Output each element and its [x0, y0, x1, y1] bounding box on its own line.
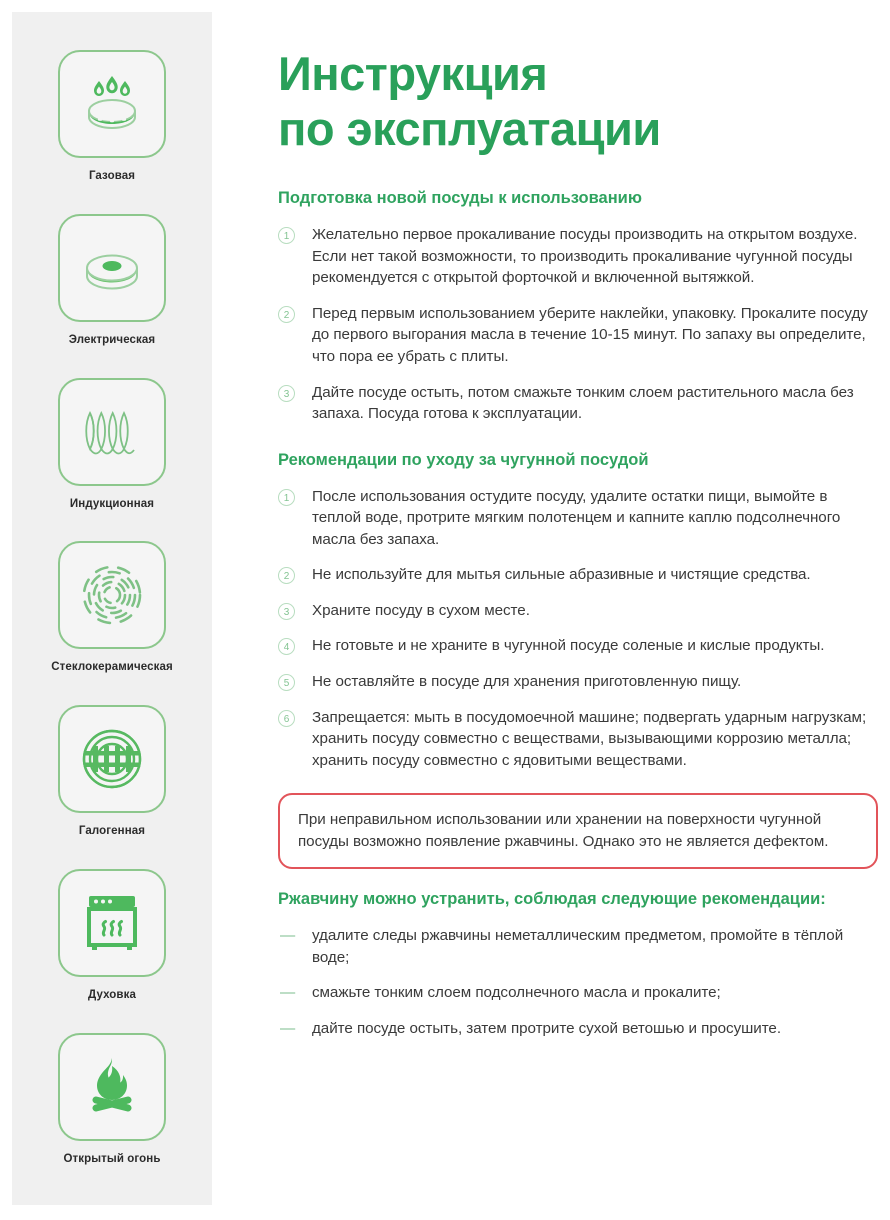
glass-ceramic-spiral-icon-box — [58, 541, 166, 649]
list-item-text: Перед первым использованием уберите наклейки, упаковку. Прокалите посуду до первого выгорания масла в течение 10-15 минут. По запаху вы определите, что пора ее убрать с плиты. — [312, 304, 868, 366]
induction-coils-icon-box — [58, 378, 166, 486]
sidebar-item-label: Галогенная — [78, 825, 146, 838]
rust-removal-list — [278, 925, 878, 1039]
list-item — [278, 982, 878, 1004]
section-heading-preparation: Подготовка новой посуды к использованию — [278, 189, 642, 208]
list-number-badge: 1 — [278, 489, 295, 506]
list-item — [278, 564, 878, 586]
preparation-list — [278, 224, 878, 425]
electric-hob-icon-box — [58, 214, 166, 322]
page-title-line2: по эксплуатации — [278, 102, 661, 156]
list-number-badge: 3 — [278, 385, 295, 402]
sidebar-item-oven[interactable] — [12, 869, 212, 1003]
gas-burner-icon — [75, 67, 149, 141]
list-item-text: Желательно первое прокаливание посуды производить на открытом воздухе. Если нет такой возможности, то производить прокаливание чугунной посуды рекомендуется с открытой форточкой и включенной вытяжкой. — [312, 226, 858, 287]
list-item — [278, 1018, 878, 1040]
list-number-badge: 6 — [278, 710, 295, 727]
sidebar-item-glass-ceramic[interactable] — [12, 541, 212, 675]
list-item — [278, 382, 878, 425]
sidebar-item-label: Газовая — [88, 170, 136, 182]
sidebar-item-label: Электрическая — [68, 333, 156, 346]
list-number-badge: 3 — [278, 603, 295, 620]
list-number-badge: 2 — [278, 306, 295, 323]
sidebar-item-electric[interactable] — [12, 214, 212, 348]
list-item — [278, 707, 878, 772]
list-item — [278, 486, 878, 551]
sidebar-item-halogen[interactable] — [12, 705, 212, 839]
section-heading-rust-removal: Ржавчину можно устранить, соблюдая следующие рекомендации: — [278, 890, 826, 909]
list-item-text: смажьте тонким слоем подсолнечного масла и прокалите; — [312, 984, 721, 1002]
list-number-badge: 1 — [278, 227, 295, 244]
list-item-text: дайте посуде остыть, затем протрите сухой ветошью и просушите. — [312, 1019, 782, 1037]
gas-burner-icon-box — [58, 50, 166, 158]
page-title — [278, 46, 878, 157]
induction-coils-icon — [75, 395, 149, 469]
campfire-icon — [75, 1050, 149, 1124]
glass-ceramic-spiral-icon — [75, 558, 149, 632]
list-item-text: Не оставляйте в посуде для хранения приготовленную пищу. — [312, 673, 742, 691]
cookware-compatibility-sidebar — [12, 12, 212, 1205]
sidebar-item-label: Стеклокерамическая — [51, 661, 173, 674]
rust-warning-text: При неправильном использовании или хранении на поверхности чугунной посуды возможно появление ржавчины. Однако это не является дефектом. — [298, 811, 829, 850]
oven-icon — [75, 886, 149, 960]
list-item — [278, 303, 878, 368]
list-item — [278, 224, 878, 289]
list-number-badge: 4 — [278, 638, 295, 655]
list-item — [278, 600, 878, 622]
halogen-ring-icon-box — [58, 705, 166, 813]
list-number-badge: 2 — [278, 567, 295, 584]
dash-bullet: — — [280, 984, 296, 1002]
list-number-badge: 5 — [278, 674, 295, 691]
sidebar-item-label: Индукционная — [69, 497, 155, 510]
sidebar-item-label: Открытый огонь — [63, 1152, 161, 1165]
instruction-content — [278, 0, 878, 1220]
list-item-text: Не используйте для мытья сильные абразивные и чистящие средства. — [312, 566, 811, 584]
list-item-text: удалите следы ржавчины неметаллическим предметом, промойте в тёплой воде; — [312, 927, 844, 966]
list-item-text: Запрещается: мыть в посудомоечной машине; подвергать ударным нагрузкам; хранить посуду совместно с веществами, вызывающими коррозию металла; хранить посуду совместно с ядовитыми веществами. — [312, 708, 867, 769]
list-item-text: Храните посуду в сухом месте. — [312, 601, 530, 619]
electric-hob-icon — [75, 231, 149, 305]
rust-warning-box — [278, 793, 878, 869]
list-item — [278, 671, 878, 693]
sidebar-item-gas[interactable] — [12, 50, 212, 184]
list-item-text: Дайте посуде остыть, потом смажьте тонким слоем растительного масла без запаха. Посуда готова к эксплуатации. — [312, 383, 854, 423]
list-item-text: Не готовьте и не храните в чугунной посуде соленые и кислые продукты. — [312, 637, 825, 655]
list-item — [278, 925, 878, 968]
sidebar-item-induction[interactable] — [12, 378, 212, 512]
section-heading-care: Рекомендации по уходу за чугунной посудой — [278, 450, 649, 469]
list-item — [278, 635, 878, 657]
sidebar-item-label: Духовка — [88, 988, 136, 1001]
halogen-ring-icon — [75, 722, 149, 796]
oven-icon-box — [58, 869, 166, 977]
care-list — [278, 486, 878, 772]
campfire-icon-box — [58, 1033, 166, 1141]
dash-bullet: — — [280, 1019, 296, 1037]
list-item-text: После использования остудите посуду, удалите остатки пищи, вымойте в теплой воде, протрите мягким полотенцем и капните каплю подсолнечного масла без запаха. — [312, 487, 841, 548]
dash-bullet: — — [280, 927, 296, 945]
page-title-line1: Инструкция — [278, 47, 548, 100]
sidebar-item-open-fire[interactable] — [12, 1033, 212, 1167]
